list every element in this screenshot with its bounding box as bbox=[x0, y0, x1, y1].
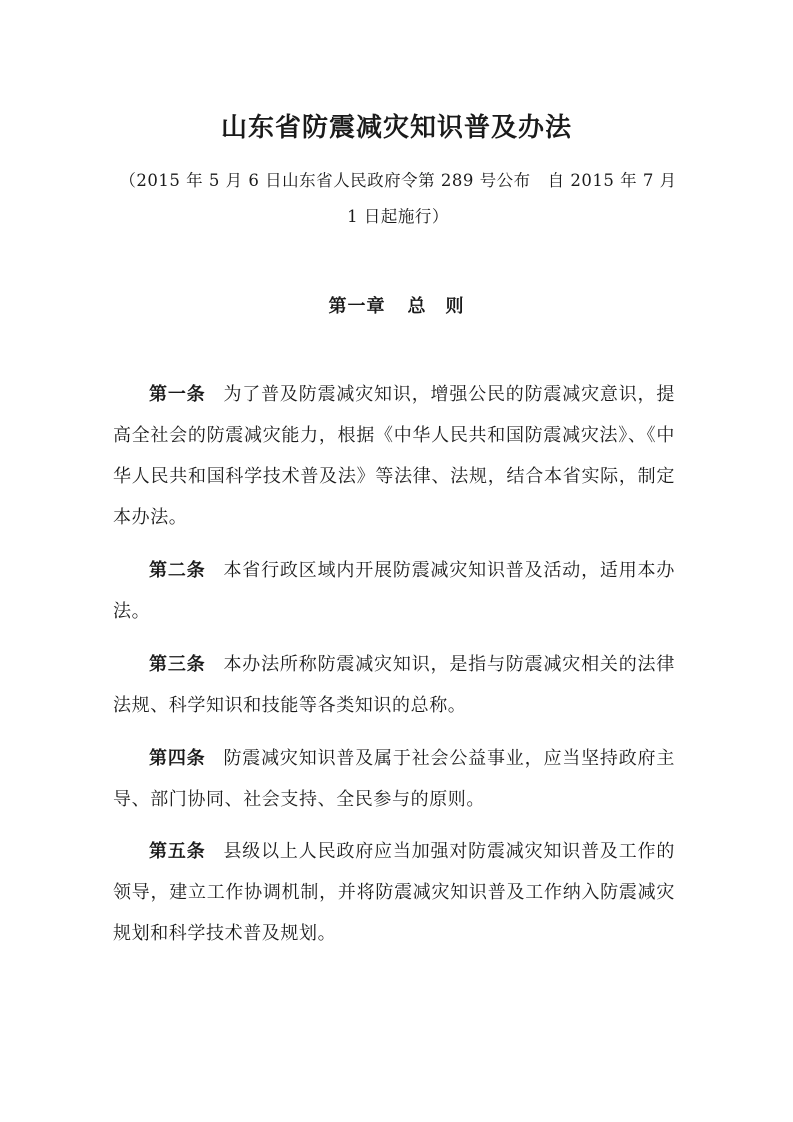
article-text: 县级以上人民政府应当加强对防震减灾知识普及工作的领导，建立工作协调机制，并将防震减灾知识普及工作纳入防震减灾规划和科学技术普及规划。 bbox=[113, 841, 675, 944]
article-label: 第三条 bbox=[149, 654, 206, 675]
article-label: 第五条 bbox=[149, 841, 206, 862]
article-text: 本办法所称防震减灾知识，是指与防震减灾相关的法律法规、科学知识和技能等各类知识的总称。 bbox=[113, 654, 675, 716]
article-5 bbox=[113, 831, 675, 954]
article-label: 第一条 bbox=[149, 384, 206, 405]
article-text: 为了普及防震减灾知识，增强公民的防震减灾意识，提高全社会的防震减灾能力，根据《中华人民共和国防震减灾法》、《中华人民共和国科学技术普及法》等法律、法规，结合本省实际，制定本办法。 bbox=[113, 384, 675, 528]
document-subtitle: （2015 年 5 月 6 日山东省人民政府令第 289 号公布 自 2015 年 7 月 1 日起施行） bbox=[119, 171, 677, 226]
article-text: 本省行政区域内开展防震减灾知识普及活动，适用本办法。 bbox=[113, 560, 675, 622]
chapter-number: 第一章 bbox=[328, 296, 386, 317]
article-2 bbox=[113, 550, 675, 632]
article-1 bbox=[113, 374, 675, 538]
article-4 bbox=[113, 738, 675, 820]
article-label: 第二条 bbox=[149, 560, 206, 581]
document-title: 山东省防震减灾知识普及办法 bbox=[220, 113, 572, 143]
article-text: 防震减灾知识普及属于社会公益事业，应当坚持政府主导、部门协同、社会支持、全民参与的原则。 bbox=[113, 748, 675, 810]
article-label: 第四条 bbox=[149, 748, 206, 769]
article-3 bbox=[113, 644, 675, 726]
chapter-name: 总 则 bbox=[407, 296, 465, 317]
chapter-heading bbox=[0, 291, 793, 323]
